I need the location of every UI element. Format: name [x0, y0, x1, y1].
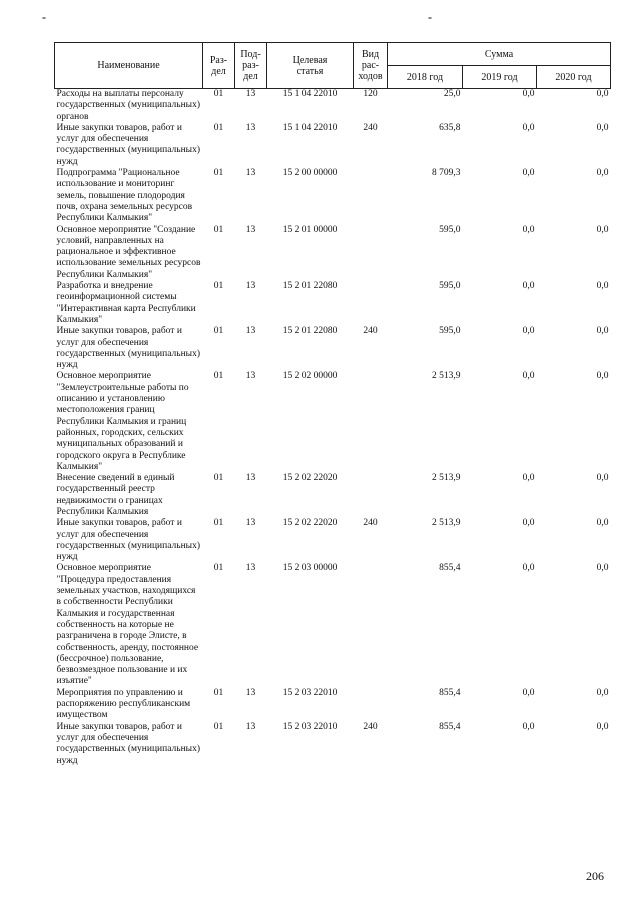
row-2020: 0,0 [596, 687, 609, 698]
table-row [55, 89, 611, 123]
row-2020: 0,0 [596, 89, 609, 99]
row-2018: 635,8 [439, 122, 461, 133]
row-razdel: 01 [213, 89, 224, 99]
scan-mark-right: - [428, 10, 432, 24]
row-2019: 0,0 [522, 122, 535, 133]
table-row [55, 563, 611, 687]
row-podrazdel: 13 [245, 168, 256, 179]
row-target: 15 1 04 22010 [282, 89, 338, 99]
table-row [55, 225, 611, 281]
row-2018: 2 513,9 [432, 371, 461, 382]
row-razdel: 01 [213, 473, 224, 484]
row-2018: 595,0 [439, 326, 461, 337]
table-row [55, 722, 611, 767]
scan-mark-left: - [42, 10, 46, 24]
row-2018: 595,0 [439, 281, 461, 292]
row-2018: 855,4 [439, 687, 461, 698]
row-vid [354, 563, 388, 687]
row-target: 15 2 01 22080 [282, 326, 338, 337]
row-name: Внесение сведений в единый государственный реестр недвижимости о границах Республики Калмыкия [56, 473, 175, 517]
row-2020: 0,0 [596, 281, 609, 292]
row-vid [354, 168, 388, 224]
header-name: Наименование [55, 43, 203, 89]
header-2018: 2018 год [388, 66, 463, 89]
row-2019: 0,0 [522, 721, 535, 732]
row-razdel: 01 [213, 687, 224, 698]
row-podrazdel: 13 [245, 518, 256, 529]
row-2018: 855,4 [439, 721, 461, 732]
row-podrazdel: 13 [245, 89, 256, 99]
row-name: Основное мероприятие "Процедура предоставления земельных участков, находящихся в собственности Республики Калмыкия и государственная собственность на которые не разграничена в городе Элисте, в собственность, аренду, постоянное (бессрочное) пользование, безвозмездное пользование и их изъятие" [56, 563, 199, 687]
row-razdel: 01 [213, 563, 224, 574]
row-vid: 120 [363, 89, 378, 99]
row-target: 15 2 02 22020 [282, 473, 338, 484]
row-podrazdel: 13 [245, 281, 256, 292]
table-row [55, 281, 611, 326]
row-2018: 25,0 [443, 89, 461, 99]
table-row [55, 326, 611, 371]
row-vid [354, 473, 388, 518]
row-2019: 0,0 [522, 168, 535, 179]
table-row [55, 518, 611, 563]
row-2019: 0,0 [522, 224, 535, 235]
row-vid: 240 [363, 518, 378, 529]
header-2019: 2019 год [463, 66, 537, 89]
row-razdel: 01 [213, 168, 224, 179]
row-2018: 855,4 [439, 563, 461, 574]
row-2019: 0,0 [522, 518, 535, 529]
row-target: 15 1 04 22010 [282, 122, 338, 133]
row-2019: 0,0 [522, 281, 535, 292]
row-2020: 0,0 [596, 473, 609, 484]
row-podrazdel: 13 [245, 371, 256, 382]
row-podrazdel: 13 [245, 326, 256, 337]
header-podrazdel: Под- раз- дел [235, 43, 267, 89]
row-target: 15 2 00 00000 [282, 168, 338, 179]
row-2020: 0,0 [596, 122, 609, 133]
row-vid: 240 [363, 721, 378, 732]
row-vid [354, 225, 388, 281]
row-razdel: 01 [213, 281, 224, 292]
row-name: Иные закупки товаров, работ и услуг для обеспечения государственных (муниципальных) нужд [56, 326, 200, 371]
row-name: Мероприятия по управлению и распоряжению республиканским имуществом [56, 687, 191, 721]
row-razdel: 01 [213, 122, 224, 133]
row-name: Основное мероприятие "Создание условий, направленных на рациональное и эффективное использование земельных ресурсов Республики Калмыкия" [56, 224, 201, 280]
row-vid: 240 [363, 122, 378, 133]
row-2019: 0,0 [522, 89, 535, 99]
row-target: 15 2 02 00000 [282, 371, 338, 382]
row-2019: 0,0 [522, 473, 535, 484]
row-vid: 240 [363, 326, 378, 337]
row-2018: 2 513,9 [432, 518, 461, 529]
row-podrazdel: 13 [245, 473, 256, 484]
row-name: Разработка и внедрение геоинформационной системы "Интерактивная карта Республики Калмыкия" [56, 281, 196, 325]
row-razdel: 01 [213, 371, 224, 382]
row-2020: 0,0 [596, 518, 609, 529]
row-razdel: 01 [213, 721, 224, 732]
row-razdel: 01 [213, 326, 224, 337]
budget-table [54, 42, 611, 767]
row-target: 15 2 03 00000 [282, 563, 338, 574]
header-target: Целевая статья [267, 43, 354, 89]
row-2020: 0,0 [596, 326, 609, 337]
table-row [55, 473, 611, 518]
row-target: 15 2 01 00000 [282, 224, 338, 235]
table-row [55, 168, 611, 224]
row-2020: 0,0 [596, 721, 609, 732]
table-row [55, 123, 611, 168]
row-target: 15 2 03 22010 [282, 687, 338, 698]
row-target: 15 2 03 22010 [282, 721, 338, 732]
row-2019: 0,0 [522, 326, 535, 337]
row-razdel: 01 [213, 518, 224, 529]
row-2019: 0,0 [522, 563, 535, 574]
table-row [55, 371, 611, 473]
row-2020: 0,0 [596, 224, 609, 235]
row-2018: 595,0 [439, 224, 461, 235]
row-2020: 0,0 [596, 563, 609, 574]
row-podrazdel: 13 [245, 687, 256, 698]
row-podrazdel: 13 [245, 224, 256, 235]
row-name: Основное мероприятие "Землеустроительные работы по описанию и установлению местоположения границ Республики Калмыкия и границ районных, городских, сельских муниципальных образований и городского округа в Республике Калмыкия" [56, 371, 189, 472]
row-2019: 0,0 [522, 687, 535, 698]
row-vid [354, 281, 388, 326]
row-name: Иные закупки товаров, работ и услуг для обеспечения государственных (муниципальных) нужд [56, 518, 200, 563]
row-vid [354, 371, 388, 473]
row-target: 15 2 01 22080 [282, 281, 338, 292]
row-razdel: 01 [213, 224, 224, 235]
table-row [55, 688, 611, 722]
header-2020: 2020 год [537, 66, 611, 89]
row-podrazdel: 13 [245, 563, 256, 574]
row-name: Иные закупки товаров, работ и услуг для обеспечения государственных (муниципальных) нужд [56, 721, 200, 766]
header-razdel: Раз- дел [203, 43, 235, 89]
row-2020: 0,0 [596, 371, 609, 382]
row-podrazdel: 13 [245, 721, 256, 732]
header-vid: Вид рас- ходов [354, 43, 388, 89]
header-summa: Сумма [388, 43, 611, 66]
page-number: 206 [586, 869, 604, 883]
row-target: 15 2 02 22020 [282, 518, 338, 529]
row-2019: 0,0 [522, 371, 535, 382]
row-2020: 0,0 [596, 168, 609, 179]
row-vid [354, 688, 388, 722]
row-name: Иные закупки товаров, работ и услуг для обеспечения государственных (муниципальных) нужд [56, 122, 200, 167]
row-name: Расходы на выплаты персоналу государственных (муниципальных) органов [56, 89, 200, 122]
row-podrazdel: 13 [245, 122, 256, 133]
row-2018: 8 709,3 [432, 168, 461, 179]
row-name: Подпрограмма "Рациональное использование и мониторинг земель, повышение плодородия почв, охрана земельных ресурсов Республики Калмыкия" [56, 168, 193, 224]
row-2018: 2 513,9 [432, 473, 461, 484]
